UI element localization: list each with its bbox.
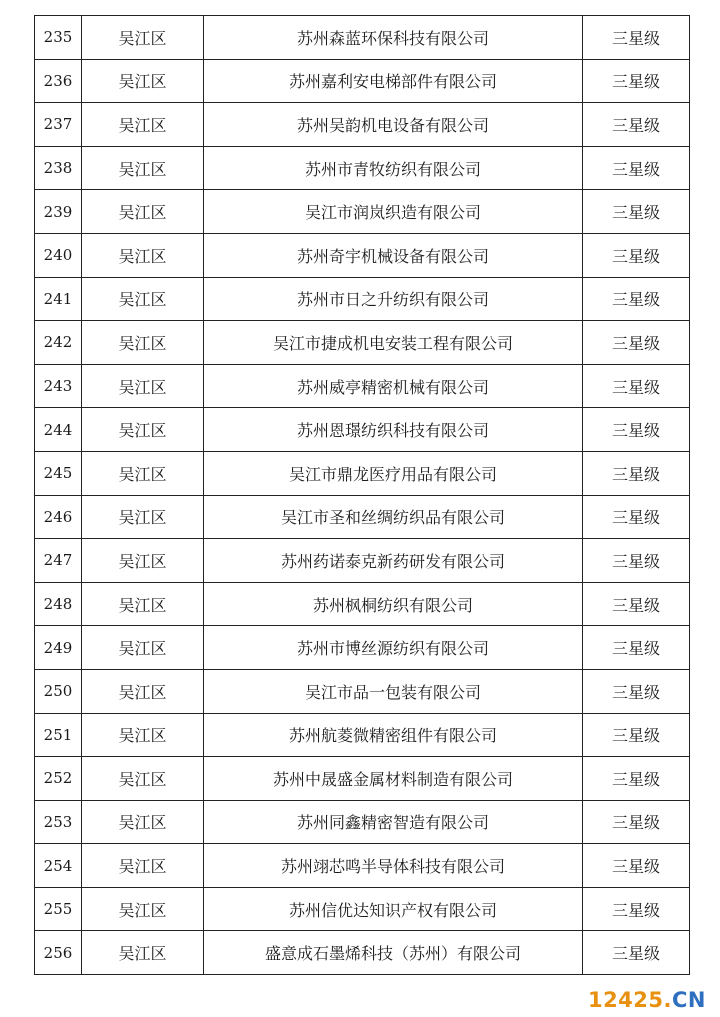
- district-cell: 吴江区: [82, 713, 204, 757]
- table-row: [35, 451, 690, 495]
- row-number-cell: 249: [35, 626, 82, 670]
- rating-level-cell: 三星级: [583, 539, 690, 583]
- table-row: [35, 59, 690, 103]
- row-number-cell: 247: [35, 539, 82, 583]
- rating-level-cell: 三星级: [583, 669, 690, 713]
- company-name-cell: 盛意成石墨烯科技（苏州）有限公司: [204, 931, 583, 975]
- district-cell: 吴江区: [82, 190, 204, 234]
- rating-level-cell: 三星级: [583, 844, 690, 888]
- table-row: [35, 146, 690, 190]
- site-watermark: [588, 988, 706, 1012]
- district-cell: 吴江区: [82, 582, 204, 626]
- rating-level-cell: 三星级: [583, 713, 690, 757]
- company-name-cell: 苏州奇宇机械设备有限公司: [204, 233, 583, 277]
- rating-level-cell: 三星级: [583, 190, 690, 234]
- table-row: [35, 16, 690, 60]
- table-row: [35, 844, 690, 888]
- company-name-cell: 吴江市圣和丝绸纺织品有限公司: [204, 495, 583, 539]
- watermark-digits: 12425: [587, 988, 664, 1012]
- company-name-cell: 苏州同鑫精密智造有限公司: [204, 800, 583, 844]
- rating-level-cell: 三星级: [583, 626, 690, 670]
- district-cell: 吴江区: [82, 233, 204, 277]
- rating-level-cell: 三星级: [583, 146, 690, 190]
- row-number-cell: 242: [35, 321, 82, 365]
- row-number-cell: 256: [35, 931, 82, 975]
- district-cell: 吴江区: [82, 669, 204, 713]
- row-number-cell: 251: [35, 713, 82, 757]
- district-cell: 吴江区: [82, 757, 204, 801]
- company-name-cell: 苏州枫桐纺织有限公司: [204, 582, 583, 626]
- company-name-cell: 苏州吴韵机电设备有限公司: [204, 103, 583, 147]
- row-number-cell: 243: [35, 364, 82, 408]
- table-row: [35, 582, 690, 626]
- row-number-cell: 235: [35, 16, 82, 60]
- rating-level-cell: 三星级: [583, 103, 690, 147]
- table-row: [35, 495, 690, 539]
- row-number-cell: 252: [35, 757, 82, 801]
- rating-level-cell: 三星级: [583, 757, 690, 801]
- company-name-cell: 苏州翊芯鸣半导体科技有限公司: [204, 844, 583, 888]
- row-number-cell: 253: [35, 800, 82, 844]
- district-cell: 吴江区: [82, 495, 204, 539]
- table-row: [35, 757, 690, 801]
- district-cell: 吴江区: [82, 626, 204, 670]
- company-rating-table: [34, 15, 690, 975]
- rating-level-cell: 三星级: [583, 59, 690, 103]
- district-cell: 吴江区: [82, 364, 204, 408]
- company-name-cell: 苏州市日之升纺织有限公司: [204, 277, 583, 321]
- company-name-cell: 苏州信优达知识产权有限公司: [204, 887, 583, 931]
- rating-level-cell: 三星级: [583, 233, 690, 277]
- table-row: [35, 800, 690, 844]
- company-name-cell: 苏州森蓝环保科技有限公司: [204, 16, 583, 60]
- company-name-cell: 吴江市润岚织造有限公司: [204, 190, 583, 234]
- table-row: [35, 713, 690, 757]
- district-cell: 吴江区: [82, 451, 204, 495]
- table-row: [35, 233, 690, 277]
- rating-level-cell: 三星级: [583, 364, 690, 408]
- company-name-cell: 苏州威亭精密机械有限公司: [204, 364, 583, 408]
- row-number-cell: 254: [35, 844, 82, 888]
- district-cell: 吴江区: [82, 103, 204, 147]
- rating-level-cell: 三星级: [583, 931, 690, 975]
- rating-level-cell: 三星级: [583, 408, 690, 452]
- row-number-cell: 239: [35, 190, 82, 234]
- company-name-cell: 苏州中晟盛金属材料制造有限公司: [204, 757, 583, 801]
- company-name-cell: 苏州嘉利安电梯部件有限公司: [204, 59, 583, 103]
- district-cell: 吴江区: [82, 539, 204, 583]
- rating-level-cell: 三星级: [583, 582, 690, 626]
- row-number-cell: 236: [35, 59, 82, 103]
- table-row: [35, 408, 690, 452]
- district-cell: 吴江区: [82, 844, 204, 888]
- company-name-cell: 苏州市博丝源纺织有限公司: [204, 626, 583, 670]
- company-name-cell: 吴江市品一包装有限公司: [204, 669, 583, 713]
- rating-level-cell: 三星级: [583, 451, 690, 495]
- watermark-suffix: CN: [672, 988, 706, 1012]
- company-name-cell: 吴江市捷成机电安装工程有限公司: [204, 321, 583, 365]
- table-row: [35, 190, 690, 234]
- row-number-cell: 246: [35, 495, 82, 539]
- district-cell: 吴江区: [82, 277, 204, 321]
- district-cell: 吴江区: [82, 321, 204, 365]
- row-number-cell: 240: [35, 233, 82, 277]
- watermark-dot: .: [663, 988, 672, 1012]
- row-number-cell: 238: [35, 146, 82, 190]
- table-row: [35, 321, 690, 365]
- district-cell: 吴江区: [82, 16, 204, 60]
- table-body: [35, 16, 690, 975]
- district-cell: 吴江区: [82, 146, 204, 190]
- rating-level-cell: 三星级: [583, 495, 690, 539]
- row-number-cell: 248: [35, 582, 82, 626]
- rating-level-cell: 三星级: [583, 321, 690, 365]
- table-row: [35, 539, 690, 583]
- rating-level-cell: 三星级: [583, 16, 690, 60]
- rating-level-cell: 三星级: [583, 887, 690, 931]
- table-row: [35, 931, 690, 975]
- table-row: [35, 364, 690, 408]
- row-number-cell: 237: [35, 103, 82, 147]
- company-name-cell: 苏州药诺泰克新药研发有限公司: [204, 539, 583, 583]
- table-row: [35, 103, 690, 147]
- table-row: [35, 887, 690, 931]
- row-number-cell: 245: [35, 451, 82, 495]
- row-number-cell: 255: [35, 887, 82, 931]
- table-row: [35, 626, 690, 670]
- row-number-cell: 244: [35, 408, 82, 452]
- district-cell: 吴江区: [82, 408, 204, 452]
- row-number-cell: 241: [35, 277, 82, 321]
- table-row: [35, 669, 690, 713]
- district-cell: 吴江区: [82, 800, 204, 844]
- district-cell: 吴江区: [82, 59, 204, 103]
- company-name-cell: 苏州恩璟纺织科技有限公司: [204, 408, 583, 452]
- district-cell: 吴江区: [82, 887, 204, 931]
- rating-level-cell: 三星级: [583, 277, 690, 321]
- rating-level-cell: 三星级: [583, 800, 690, 844]
- company-name-cell: 吴江市鼎龙医疗用品有限公司: [204, 451, 583, 495]
- row-number-cell: 250: [35, 669, 82, 713]
- company-name-cell: 苏州市青牧纺织有限公司: [204, 146, 583, 190]
- district-cell: 吴江区: [82, 931, 204, 975]
- company-name-cell: 苏州航菱微精密组件有限公司: [204, 713, 583, 757]
- table-row: [35, 277, 690, 321]
